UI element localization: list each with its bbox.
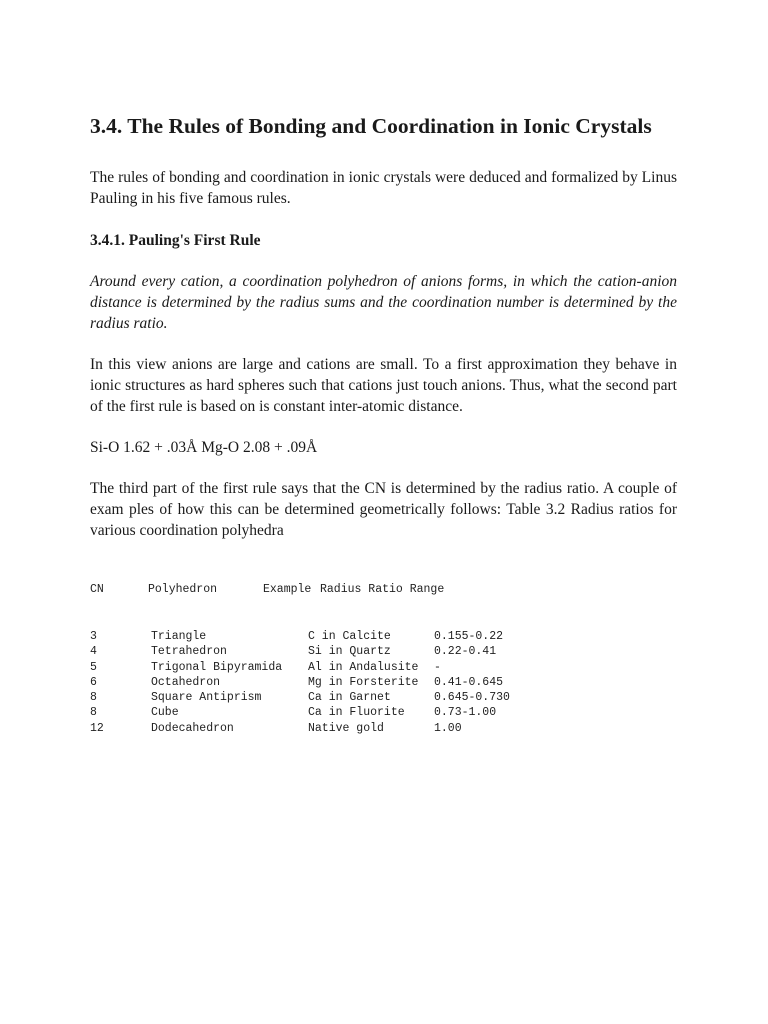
cell-cn: 3 bbox=[90, 630, 97, 643]
cell-polyhedron: Tetrahedron bbox=[151, 645, 227, 659]
cell-example: Native gold bbox=[308, 721, 384, 735]
radius-ratio-paragraph: The third part of the first rule says that the CN is determined by the radius ratio. A couple of exam ples of how this can be determined geometrically follows: Table 3.2 Radius ratios for various coordination polyhedra bbox=[90, 480, 677, 539]
cell-radius-ratio: 0.645-0.730 bbox=[434, 691, 510, 705]
intro-paragraph: The rules of bonding and coordination in ionic crystals were deduced and formalized by Linus Pauling in his five famous rules. bbox=[90, 169, 677, 207]
radius-ratio-table bbox=[90, 582, 690, 736]
cell-polyhedron: Square Antiprism bbox=[151, 691, 262, 705]
table-row bbox=[90, 660, 690, 675]
table-row bbox=[90, 675, 690, 690]
cell-cn: 4 bbox=[90, 645, 97, 659]
anions-paragraph: In this view anions are large and cations are small. To a first approximation they behave in ionic structures as hard spheres such that cations just touch anions. Thus, what the second part of the first rule is based on is constant inter-atomic distance. bbox=[90, 356, 677, 415]
section-title: 3.4. The Rules of Bonding and Coordination in Ionic Crystals bbox=[90, 114, 652, 138]
table-header-row bbox=[90, 582, 690, 598]
cell-polyhedron: Dodecahedron bbox=[151, 721, 234, 735]
rule-statement: Around every cation, a coordination polyhedron of anions forms, in which the cation-anion distance is determined by the radius sums and the coordination number is determined by the radius ratio. bbox=[90, 273, 677, 332]
cell-radius-ratio: 1.00 bbox=[434, 721, 462, 735]
cell-example: Mg in Forsterite bbox=[308, 675, 419, 689]
cell-cn: 8 bbox=[90, 706, 97, 720]
cell-radius-ratio: 0.155-0.22 bbox=[434, 630, 504, 643]
header-cn: CN bbox=[90, 583, 104, 596]
subsection-title: 3.4.1. Pauling's First Rule bbox=[90, 232, 261, 249]
cell-radius-ratio: 0.73-1.00 bbox=[434, 706, 497, 720]
cell-polyhedron: Cube bbox=[151, 706, 179, 720]
cell-radius-ratio: 0.22-0.41 bbox=[434, 645, 497, 659]
cell-radius-ratio: - bbox=[434, 660, 441, 674]
table-row bbox=[90, 690, 690, 705]
table-row bbox=[90, 644, 690, 659]
cell-example: Ca in Garnet bbox=[308, 691, 391, 705]
cell-example: C in Calcite bbox=[308, 630, 391, 643]
header-example: Example bbox=[263, 583, 312, 596]
cell-cn: 12 bbox=[90, 721, 104, 735]
distances-line: Si-O 1.62 + .03Å Mg-O 2.08 + .09Å bbox=[90, 439, 318, 456]
cell-polyhedron: Trigonal Bipyramida bbox=[151, 660, 283, 674]
table-row bbox=[90, 721, 690, 736]
table-row bbox=[90, 705, 690, 720]
cell-cn: 5 bbox=[90, 660, 97, 674]
table-body bbox=[90, 629, 690, 736]
cell-polyhedron: Octahedron bbox=[151, 675, 221, 689]
header-polyhedron: Polyhedron bbox=[148, 583, 218, 596]
cell-polyhedron: Triangle bbox=[151, 630, 207, 643]
cell-radius-ratio: 0.41-0.645 bbox=[434, 675, 504, 689]
document-content bbox=[90, 112, 677, 541]
header-radius-ratio: Radius Ratio Range bbox=[320, 583, 445, 596]
cell-example: Ca in Fluorite bbox=[308, 706, 405, 720]
table-row bbox=[90, 629, 690, 644]
cell-example: Al in Andalusite bbox=[308, 660, 419, 674]
cell-cn: 6 bbox=[90, 675, 97, 689]
cell-cn: 8 bbox=[90, 691, 97, 705]
cell-example: Si in Quartz bbox=[308, 645, 391, 659]
